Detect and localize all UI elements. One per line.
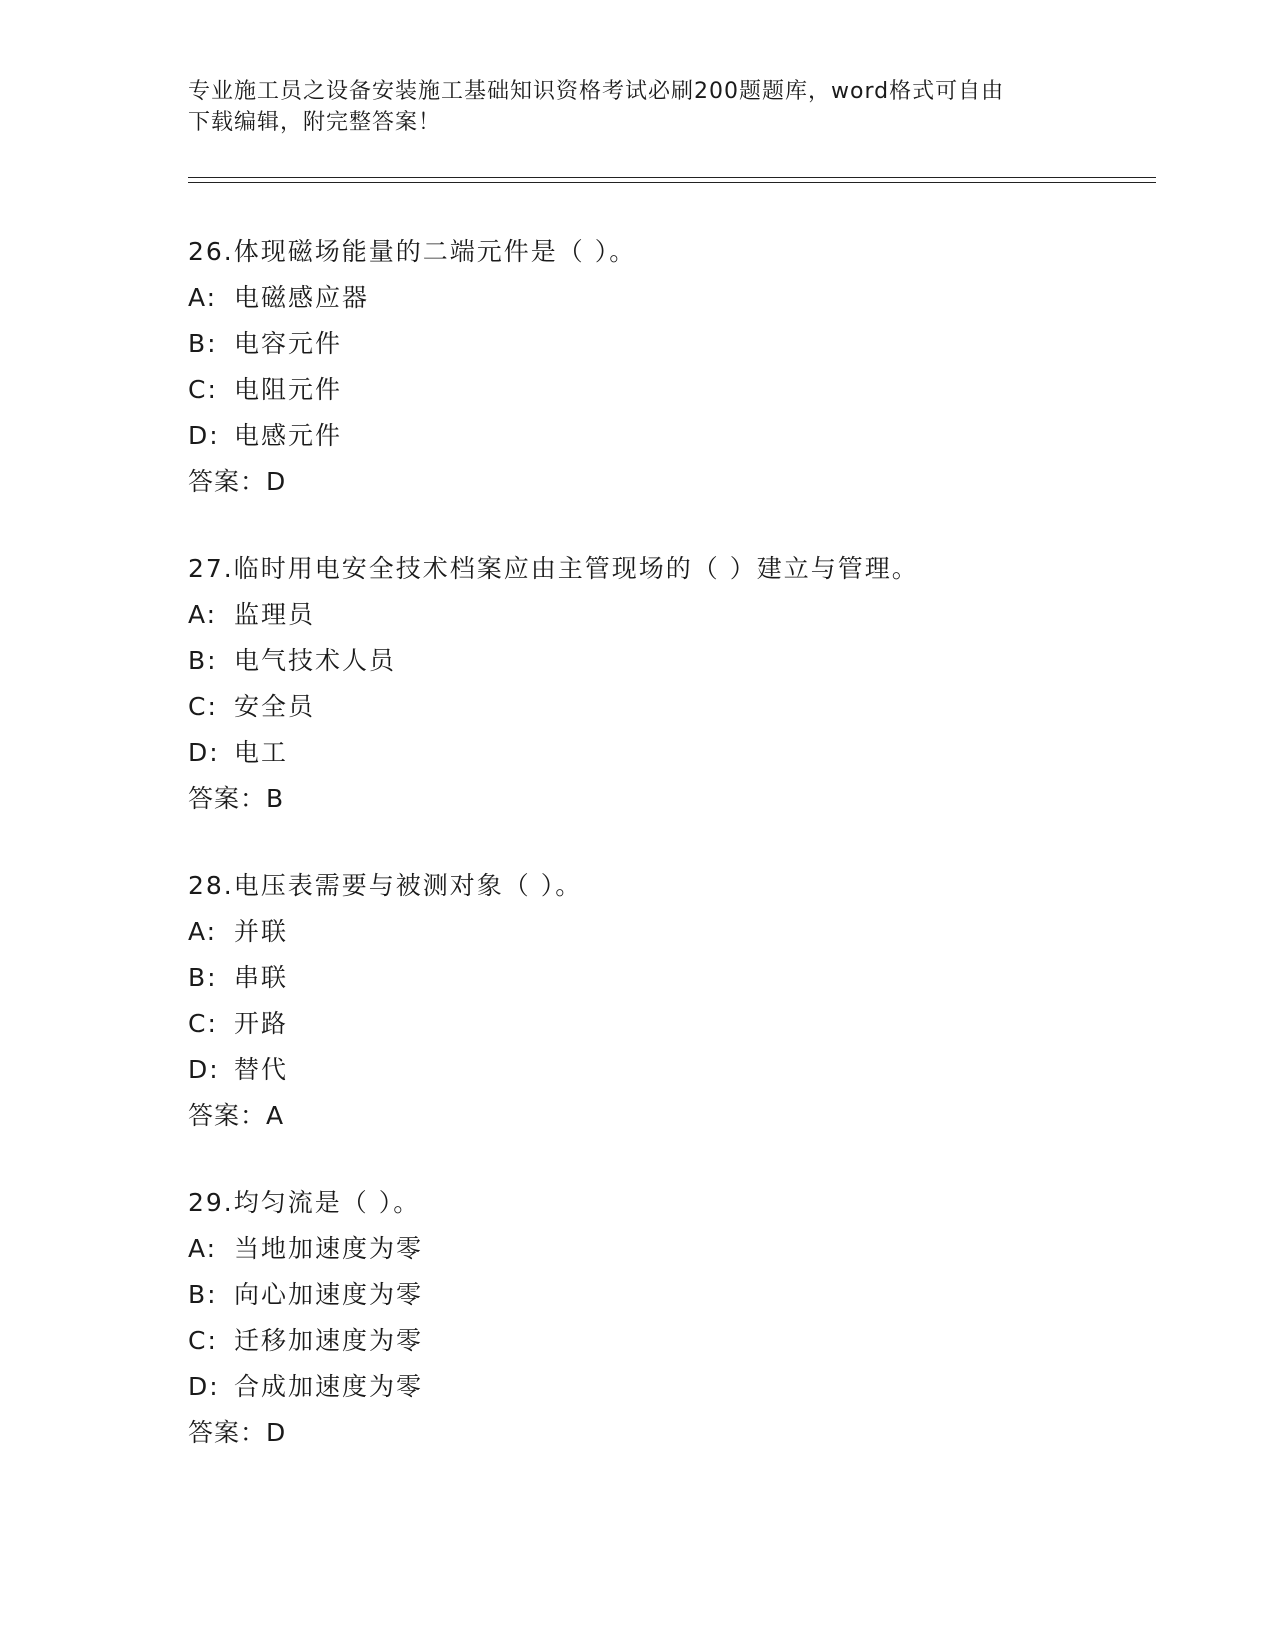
- question-stem: 28.电压表需要与被测对象（ ）。: [188, 871, 583, 900]
- option-letter: D:: [188, 421, 220, 450]
- answer-value: B: [266, 784, 285, 813]
- answer-line: [188, 1410, 1188, 1456]
- option-a: [188, 275, 1188, 321]
- option-letter: B:: [188, 329, 218, 358]
- question-stem: 26.体现磁场能量的二端元件是（ ）。: [188, 237, 637, 266]
- answer-line: [188, 776, 1188, 822]
- option-text: 开路: [234, 1009, 289, 1038]
- option-text: 向心加速度为零: [234, 1280, 424, 1309]
- option-text: 电阻元件: [234, 375, 343, 404]
- header-line-2: 下载编辑，附完整答案！: [188, 110, 442, 135]
- option-text: 串联: [234, 963, 289, 992]
- answer-value: D: [266, 1418, 287, 1447]
- option-letter: D:: [188, 738, 220, 767]
- option-letter: A:: [188, 917, 218, 946]
- answer-line: [188, 459, 1188, 505]
- header-divider-bottom: [188, 182, 1156, 183]
- option-text: 电气技术人员: [234, 646, 397, 675]
- option-text: 电感元件: [234, 421, 343, 450]
- option-letter: B:: [188, 646, 218, 675]
- option-a: [188, 909, 1188, 955]
- answer-label: 答案：: [188, 784, 267, 813]
- option-c: [188, 367, 1188, 413]
- answer-value: A: [266, 1101, 285, 1130]
- option-b: [188, 1272, 1188, 1318]
- option-letter: D:: [188, 1055, 220, 1084]
- option-a: [188, 592, 1188, 638]
- answer-line: [188, 1093, 1188, 1139]
- question-stem: 29.均匀流是（ ）。: [188, 1188, 421, 1217]
- option-letter: A:: [188, 283, 218, 312]
- option-text: 合成加速度为零: [234, 1372, 424, 1401]
- option-b: [188, 638, 1188, 684]
- question-block: [188, 863, 1188, 1139]
- option-d: [188, 413, 1188, 459]
- answer-label: 答案：: [188, 1418, 267, 1447]
- header-divider-top: [188, 177, 1156, 178]
- option-text: 监理员: [234, 600, 316, 629]
- option-letter: A:: [188, 600, 218, 629]
- option-letter: A:: [188, 1234, 218, 1263]
- option-c: [188, 1318, 1188, 1364]
- option-text: 电工: [234, 738, 289, 767]
- question-block: [188, 546, 1188, 822]
- option-a: [188, 1226, 1188, 1272]
- question-stem: 27.临时用电安全技术档案应由主管现场的（ ）建立与管理。: [188, 554, 919, 583]
- answer-label: 答案：: [188, 1101, 267, 1130]
- option-text: 并联: [234, 917, 289, 946]
- question-block: [188, 229, 1188, 505]
- option-letter: D:: [188, 1372, 220, 1401]
- option-letter: C:: [188, 1009, 218, 1038]
- question-block: [188, 1180, 1188, 1456]
- answer-label: 答案：: [188, 467, 267, 496]
- option-text: 迁移加速度为零: [234, 1326, 424, 1355]
- option-letter: B:: [188, 963, 218, 992]
- option-d: [188, 1364, 1188, 1410]
- option-letter: C:: [188, 375, 218, 404]
- option-text: 电磁感应器: [234, 283, 370, 312]
- option-c: [188, 1001, 1188, 1047]
- option-d: [188, 730, 1188, 776]
- option-text: 安全员: [234, 692, 316, 721]
- option-text: 电容元件: [234, 329, 343, 358]
- answer-value: D: [266, 467, 287, 496]
- option-letter: B:: [188, 1280, 218, 1309]
- option-letter: C:: [188, 1326, 218, 1355]
- option-text: 替代: [234, 1055, 289, 1084]
- document-header: [188, 76, 1088, 138]
- option-c: [188, 684, 1188, 730]
- option-d: [188, 1047, 1188, 1093]
- option-letter: C:: [188, 692, 218, 721]
- option-text: 当地加速度为零: [234, 1234, 424, 1263]
- header-line-1: 专业施工员之设备安装施工基础知识资格考试必刷200题题库，word格式可自由: [188, 79, 1005, 104]
- option-b: [188, 321, 1188, 367]
- option-b: [188, 955, 1188, 1001]
